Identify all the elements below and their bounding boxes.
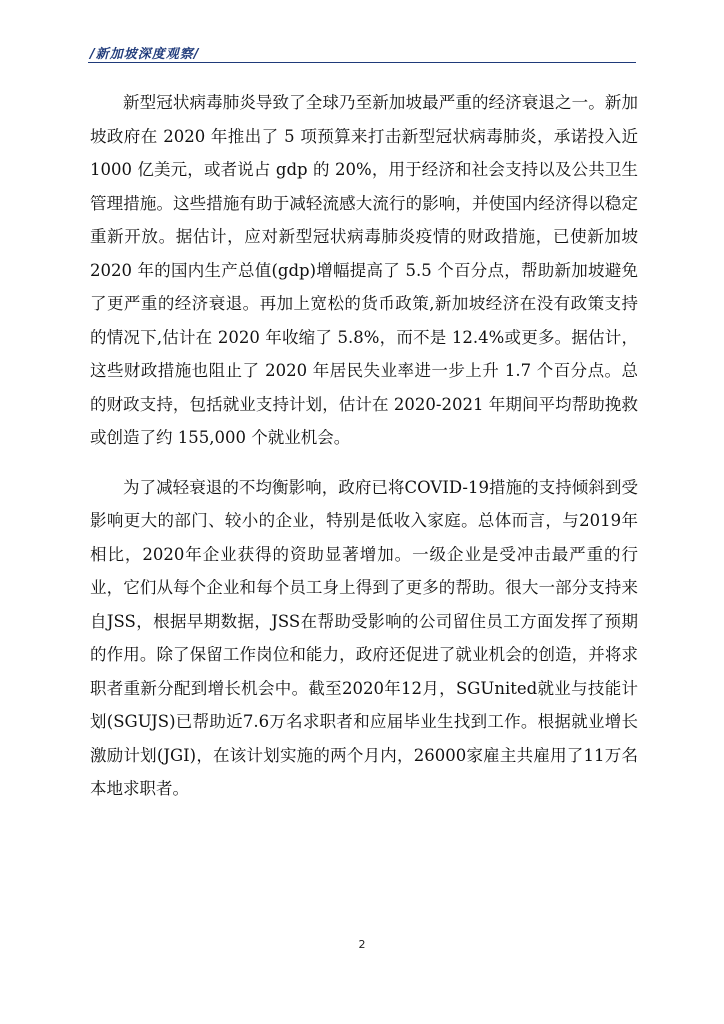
body-text: [90, 86, 638, 806]
paragraph-1: 新型冠状病毒肺炎导致了全球乃至新加坡最严重的经济衰退之一。新加坡政府在 2020 年推出了 5 项预算来打击新型冠状病毒肺炎，承诺投入近 1000 亿美元，或者说占 gdp 的 20%，用于经济和社会支持以及公共卫生管理措施。这些措施有助于减轻流感大流行的影响，并使国内经济得以稳定重新开放。据估计，应对新型冠状病毒肺炎疫情的财政措施，已使新加坡 2020 年的国内生产总值(gdp)增幅提高了 5.5 个百分点，帮助新加坡避免了更严重的经济衰退。再加上宽松的货币政策,新加坡经济在没有政策支持的情况下,估计在 2020 年收缩了 5.8%，而不是 12.4%或更多。据估计，这些财政措施也阻止了 2020 年居民失业率进一步上升 1.7 个百分点。总的财政支持，包括就业支持计划，估计在 2020-2021 年期间平均帮助挽救或创造了约 155,000 个就业机会。: [90, 93, 638, 447]
paragraph-2: 为了减轻衰退的不均衡影响，政府已将COVID-19措施的支持倾斜到受影响更大的部门、较小的企业，特别是低收入家庭。总体而言，与2019年相比，2020年企业获得的资助显著增加。一级企业是受冲击最严重的行业，它们从每个企业和每个员工身上得到了更多的帮助。很大一部分支持来自JSS，根据早期数据，JSS在帮助受影响的公司留住员工方面发挥了预期的作用。除了保留工作岗位和能力，政府还促进了就业机会的创造，并将求职者重新分配到增长机会中。截至2020年12月，SGUnited就业与技能计划(SGUJS)已帮助近7.6万名求职者和应届毕业生找到工作。根据就业增长激励计划(JGI)，在该计划实施的两个月内，26000家雇主共雇用了11万名本地求职者。: [90, 477, 638, 798]
header-divider: [88, 62, 636, 63]
header-label: /新加坡深度观察/: [90, 47, 200, 62]
page-number: 2: [358, 938, 366, 951]
